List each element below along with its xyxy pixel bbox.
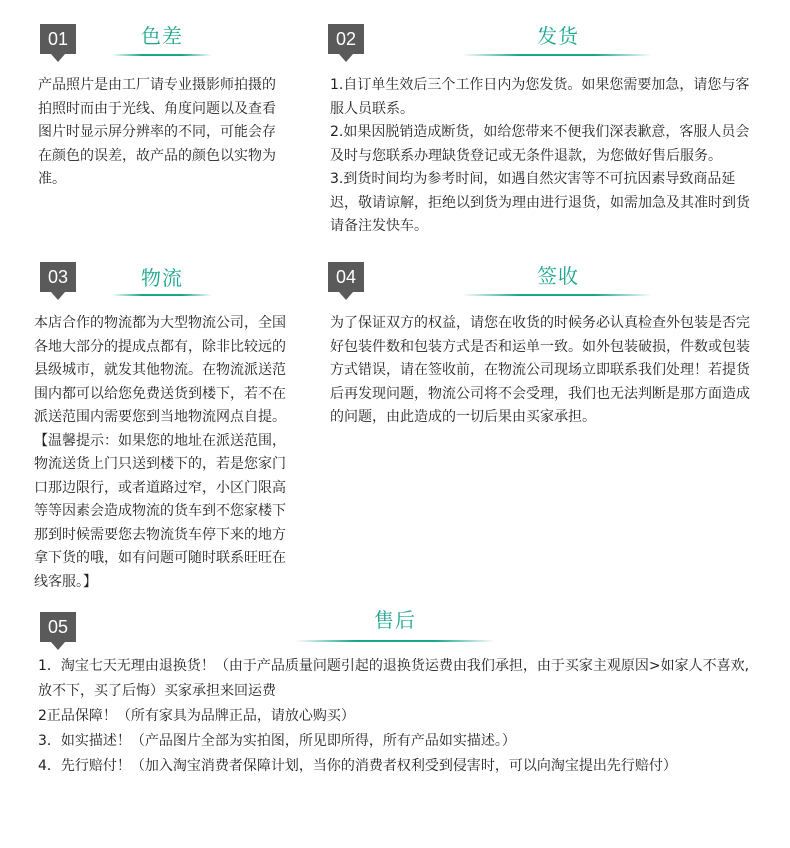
section-title-underline [295, 640, 495, 642]
section-paragraph: 产品照片是由工厂请专业摄影师拍摄的拍照时而由于光线、角度问题以及查看图片时显示屏分辨率的不同，可能会存在颜色的误差，故产品的颜色以实物为准。 [38, 77, 276, 187]
section-number-badge: 04 [328, 262, 364, 292]
section-paragraph: 为了保证双方的权益，请您在收货的时候务必认真检查外包装是否完好包装件数和包装方式是否和运单一致。如外包装破损，件数或包装方式错误，请在签收前，在物流公司现场立即联系我们处理！若提货后再发现问题，物流公司将不会受理，我们也无法判断是那方面造成的问题，由此造成的一切后果由买家承担。 [330, 315, 750, 425]
section-number-badge: 01 [40, 24, 76, 54]
list-item: 放不下，买了后悔）买家承担来回运费 [38, 683, 276, 699]
section-title: 色差 [141, 24, 183, 48]
section-paragraph: 3.到货时间均为参考时间，如遇自然灾害等不可抗因素导致商品延迟，敬请谅解，拒绝以到货为理由进行退货，如需加急及其准时到货请备注发快车。 [330, 171, 750, 234]
section-paragraph: 1.自订单生效后三个工作日内为您发货。如果您需要加急，请您与客服人员联系。 [330, 77, 750, 117]
section-paragraph: 2.如果因脱销造成断货，如给您带来不便我们深表歉意，客服人员会及时与您联系办理缺货登记或无条件退款，为您做好售后服务。 [330, 124, 750, 164]
section-title: 售后 [374, 608, 416, 632]
section-number-badge: 05 [40, 612, 76, 642]
section-title: 物流 [141, 266, 183, 290]
section-paragraph: 本店合作的物流都为大型物流公司，全国各地大部分的提成点都有，除非比较远的县级城市，就发其他物流。在物流派送范围内都可以给您免费送货到楼下，若不在派送范围内需要您到当地物流网点自提。 [34, 315, 286, 425]
section-paragraph: 【温馨提示：如果您的地址在派送范围，物流送货上门只送到楼下的，若是您家门口那边限行，或者道路过窄，小区门限高等等因素会造成物流的货车到不您家楼下那到时候需要您去物流货车停下来的地方拿下货的哦，如有问题可随时联系旺旺在线客服。】 [34, 432, 286, 590]
section-title: 发货 [537, 24, 579, 48]
section-title: 签收 [537, 264, 579, 288]
list-item: 1．淘宝七天无理由退换货！（由于产品质量问题引起的退换货运费由我们承担，由于买家主观原因>如家人不喜欢, [38, 658, 750, 674]
list-item: 4．先行赔付！（加入淘宝消费者保障计划，当你的消费者权利受到侵害时，可以向淘宝提出先行赔付） [38, 758, 677, 774]
list-item: 3．如实描述！（产品图片全部为实拍图，所见即所得，所有产品如实描述。） [38, 733, 516, 749]
section-number-badge: 02 [328, 24, 364, 54]
list-item: 2正品保障！（所有家具为品牌正品，请放心购买） [38, 708, 355, 724]
section-body [38, 654, 768, 779]
section-number-badge: 03 [40, 262, 76, 292]
